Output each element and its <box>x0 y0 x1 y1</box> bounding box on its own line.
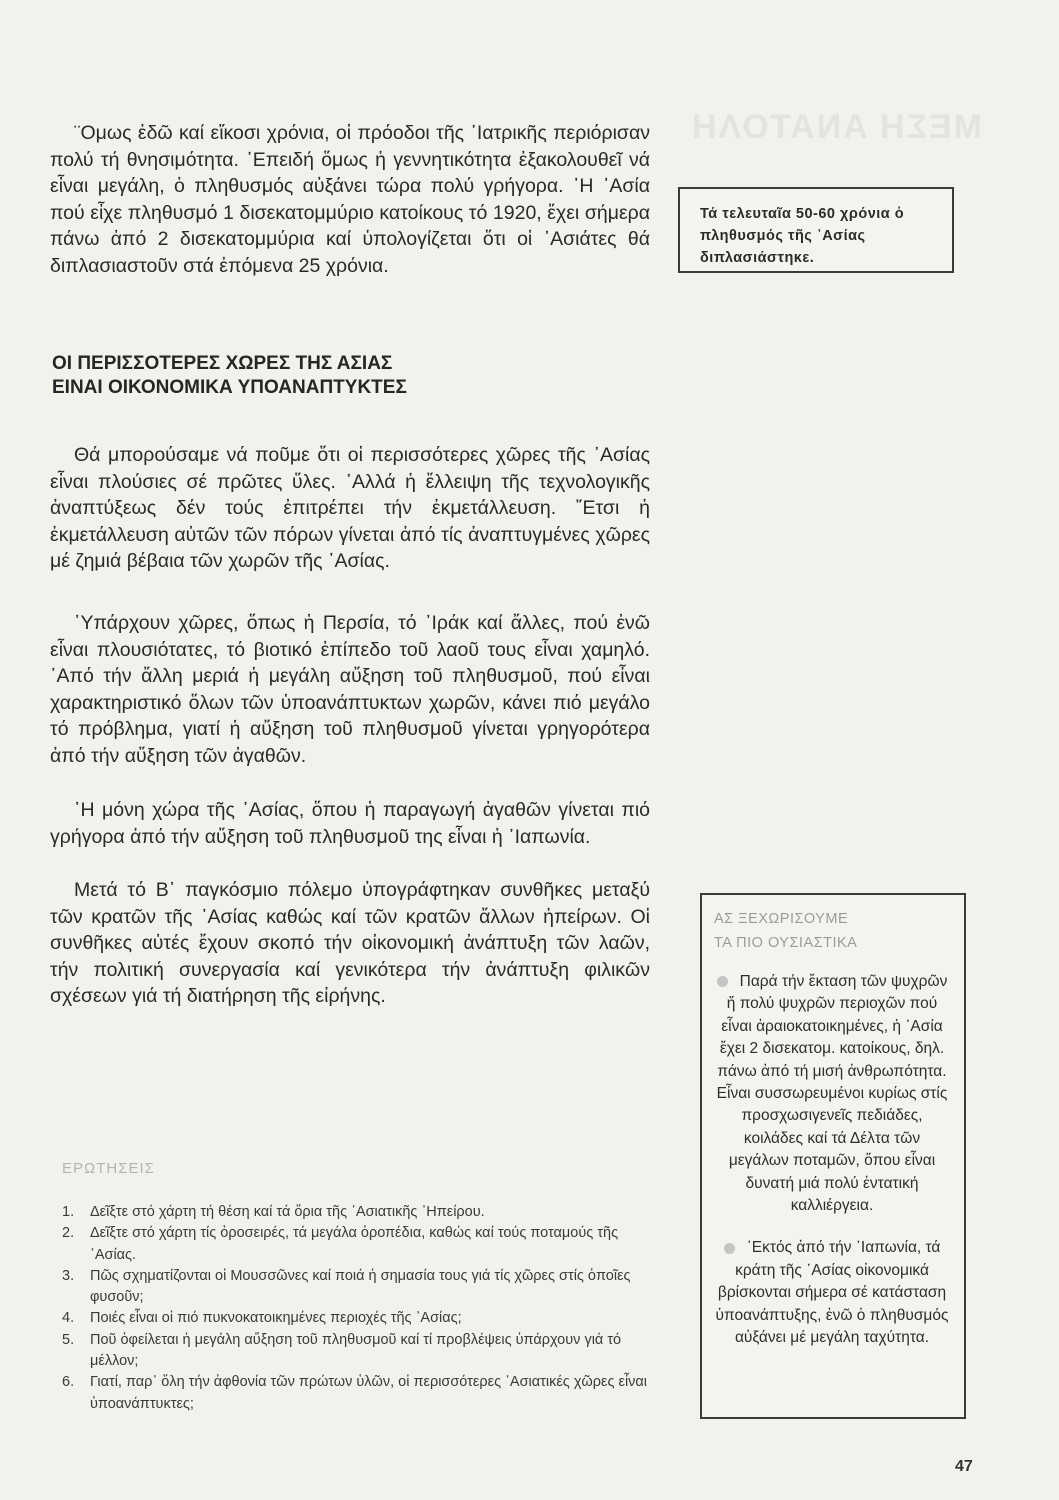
question-number: 4. <box>62 1310 75 1327</box>
question-number: 2. <box>62 1225 75 1242</box>
questions-title: ΕΡΩΤΗΣΕΙΣ <box>62 1160 155 1177</box>
intro-paragraph: ¨Ομως ἐδῶ καί εἴκοσι χρόνια, οἱ πρόοδοι τῆς ᾽Ιατρικῆς περιόρισαν πολύ τή θνησιμότητα. ᾽Επειδή ὅμως ἡ γεννητικότητα ἐξακολουθεῖ νά εἶναι μεγάλη, ὁ πληθυσμός αὐξάνει τώρα πολύ γρήγορα. ᾽Η ᾽Ασία πού εἶχε πληθυσμό 1 δισεκατομμύριο κατοίκους τό 1920, ἔχει σήμερα πάνω ἀπό 2 δισεκατομμύρια καί ὑπολογίζεται ὅτι οἱ ᾽Ασιάτες θά διπλασιαστοῦν στά ἐπόμενα 25 χρόνια. <box>50 122 650 277</box>
question-number: 5. <box>62 1331 75 1348</box>
summary-heading-line1: ΑΣ ΞΕΧΩΡΙΣΟΥΜΕ <box>714 911 849 927</box>
question-item <box>60 1330 650 1373</box>
bullet-dot-icon <box>724 1243 735 1254</box>
question-item <box>60 1308 650 1329</box>
paragraph-treaties: Μετά τό Β᾽ παγκόσμιο πόλεμο ὑπογράφτηκαν συνθῆκες μεταξύ τῶν κρατῶν τῆς ᾽Ασίας καθώς καί τῶν κρατῶν ἄλλων ἠπείρων. Οἱ συνθῆκες αὐτές ἔχουν σκοπό τήν οἰκονομική ἀνάπτυξη τῶν λαῶν, τήν πολιτική συνεργασία καί γενικότερα τήν ἀνάπτυξη φιλικῶν σχέσεων γιά τή διατήρηση τῆς εἰρήνης. <box>50 879 650 1007</box>
population-note-text: Τά τελευταῖα 50-60 χρόνια ὁ πληθυσμός τῆς ᾽Ασίας διπλασιάστηκε. <box>700 206 905 266</box>
question-item <box>60 1223 650 1266</box>
question-number: 1. <box>62 1204 75 1220</box>
summary-bullet-text: ᾽Εκτός ἀπό τήν ᾽Ιαπωνία, τά κράτη τῆς ᾽Ασίας οἰκονομικά βρίσκονται σήμερα σέ κατάσταση ὑποανάπτυξης, ἐνῶ ὁ πληθυσμός αὐξάνει μέ μεγάλη ταχύτητα. <box>715 1239 949 1347</box>
ghost-title: ΜΕΣΗ ΑΝΑΤΟΛΗ <box>690 108 982 146</box>
question-text: Γιατί, παρ᾽ ὅλη τήν ἀφθονία τῶν πρώτων ὑλῶν, οἱ περισσότερες ᾽Ασιατικές χῶρες εἶναι ὑποανάπτυκτες; <box>90 1374 648 1412</box>
summary-heading <box>714 907 950 955</box>
summary-bullet <box>714 971 950 1217</box>
question-number: 6. <box>62 1374 75 1391</box>
question-item <box>60 1202 650 1223</box>
question-text: Πῶς σχηματίζονται οἱ Μουσσῶνες καί ποιά ἡ σημασία τους γιά τίς χῶρες στίς ὁποῖες φυσοῦν; <box>90 1267 631 1306</box>
summary-box <box>700 893 966 1419</box>
questions-list <box>60 1202 650 1415</box>
population-note-box <box>678 187 954 273</box>
question-text: Ποῦ ὀφείλεται ἡ μεγάλη αὔξηση τοῦ πληθυσμοῦ καί τί προβλέψεις ὑπάρχουν γιά τό μέλλον; <box>90 1331 622 1370</box>
page-number: 47 <box>955 1458 973 1475</box>
question-text: Δεῖξτε στό χάρτη τίς ὀροσειρές, τά μεγάλα ὀροπέδια, καθώς καί τούς ποταμούς τῆς ᾽Ασίας. <box>90 1225 619 1263</box>
question-number: 3. <box>62 1267 75 1284</box>
question-item <box>60 1266 650 1309</box>
question-item <box>60 1372 650 1415</box>
summary-bullet-text: Παρά τήν ἔκταση τῶν ψυχρῶν ἤ πολύ ψυχρῶν περιοχῶν πού εἶναι ἀραιοκατοικημένες, ἡ ᾽Ασία ἔχει 2 δισεκατομ. κατοίκους, δηλ. πάνω ἀπό τή μισή ἀνθρωπότητα. Εἶναι συσσωρευμένοι κυρίως στίς προσχωσιγενεῖς πεδιάδες, κοιλάδες καί τά Δέλτα τῶν μεγάλων ποταμῶν, ὅπου εἶναι δυνατή μιά πολύ ἐντατική καλλιέργεια. <box>716 973 948 1215</box>
question-text: Δεῖξτε στό χάρτη τή θέση καί τά ὅρια τῆς ᾽Ασιατικῆς ᾽Ηπείρου. <box>90 1204 485 1220</box>
paragraph-japan: ῾Η μόνη χώρα τῆς ᾽Ασίας, ὅπου ἡ παραγωγή ἀγαθῶν γίνεται πιό γρήγορα ἀπό τήν αὔξηση τοῦ πληθυσμοῦ της εἶναι ἡ ᾽Ιαπωνία. <box>50 799 650 848</box>
summary-heading-line2: ΤΑ ΠΙΟ ΟΥΣΙΑΣΤΙΚΑ <box>714 935 858 951</box>
summary-bullet <box>714 1237 950 1349</box>
question-text: Ποιές εἶναι οἱ πιό πυκνοκατοικημένες περιοχές τῆς ᾽Ασίας; <box>90 1310 462 1327</box>
section-heading <box>52 352 612 400</box>
section-heading-line2: ΕΙΝΑΙ ΟΙΚΟΝΟΜΙΚΑ ΥΠΟΑΝΑΠΤΥΚΤΕΣ <box>52 377 407 398</box>
paragraph-population-growth: ῾Υπάρχουν χῶρες, ὅπως ἡ Περσία, τό ᾽Ιράκ καί ἄλλες, πού ἐνῶ εἶναι πλουσιότατες, τό βιοτικό ἐπίπεδο τοῦ λαοῦ τους εἶναι χαμηλό. ᾽Από τήν ἄλλη μεριά ἡ μεγάλη αὔξηση τοῦ πληθυσμοῦ, πού εἶναι χαρακτηριστικό ὅλων τῶν ὑποανάπτυκτων χωρῶν, κάνει πιό μεγάλο τό πρόβλημα, γιατί ἡ αὔξηση τοῦ πληθυσμοῦ γίνεται γρηγορότερα ἀπό τήν αὔξηση τῶν ἀγαθῶν. <box>50 612 650 767</box>
bullet-dot-icon <box>717 976 728 987</box>
paragraph-raw-materials: Θά μπορούσαμε νά ποῦμε ὅτι οἱ περισσότερες χῶρες τῆς ᾽Ασίας εἶναι πλούσιες σέ πρῶτες ὕλες. ᾽Αλλά ἡ ἔλλειψη τῆς τεχνολογικῆς ἀναπτύξεως δέν τούς ἐπιτρέπει τήν ἐκμετάλλευση. ῎Ετσι ἡ ἐκμετάλλευση αὐτῶν τῶν πόρων γίνεται ἀπό τίς ἀναπτυγμένες χῶρες μέ ζημιά βέβαια τῶν χωρῶν τῆς ᾽Ασίας. <box>50 444 650 572</box>
section-heading-line1: ΟΙ ΠΕΡΙΣΣΟΤΕΡΕΣ ΧΩΡΕΣ ΤΗΣ ΑΣΙΑΣ <box>52 353 393 374</box>
